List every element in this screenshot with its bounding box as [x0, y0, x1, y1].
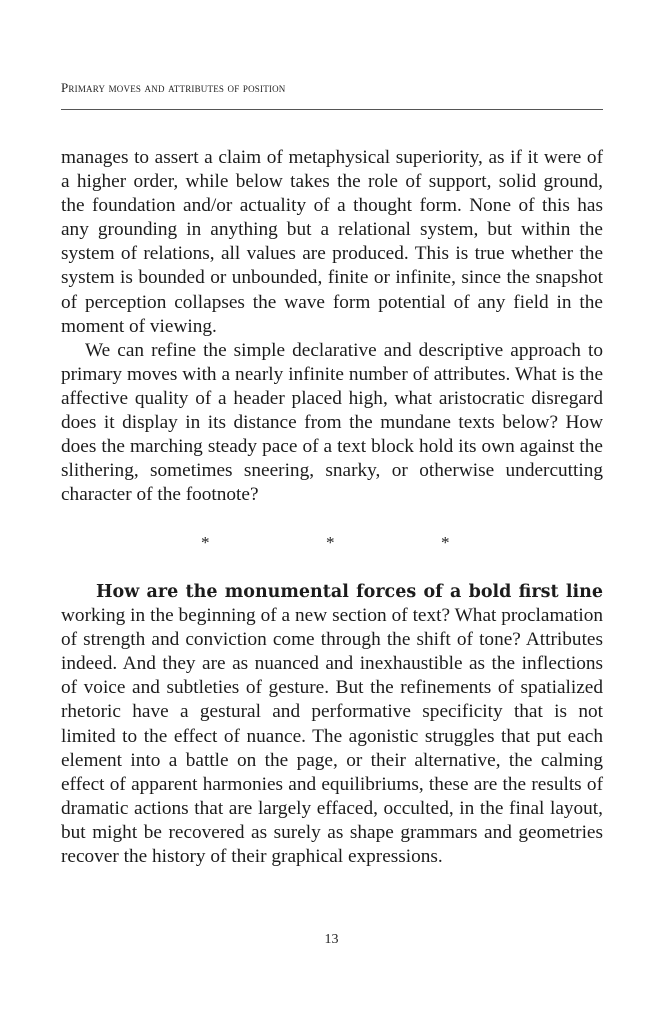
page-number: 13: [324, 932, 339, 947]
paragraph-body: working in the beginning of a new section of text? What proclamation of strength and conviction come through the shift of tone? Attributes indeed. And they are as nuanced and inexhaustible as the inflections of voice and subtleties of gesture. But the refinements of spatialized rhetoric have a gestural and performative specificity that is not limited to the effect of nuance. The agonistic struggles that put each element into a battle on the page, or their alternative, the calming effect of apparent harmonies and equilibriums, these are the results of dramatic actions that are largely effaced, occulted, in the final layout, but might be recovered as surely as shape grammars and geometries recover the history of their graphical expressions.: [61, 605, 603, 868]
section-break-asterisk: *: [201, 533, 210, 552]
bold-first-line: How are the monumental forces of a bold first line: [96, 582, 603, 602]
section-break-asterisk: *: [326, 533, 335, 552]
section-opening-paragraph: [61, 580, 603, 869]
text-block-top: [61, 146, 603, 507]
section-break-asterisk: *: [441, 533, 450, 552]
paragraph-continued: manages to assert a claim of metaphysical superiority, as if it were of a higher order, while below takes the role of support, solid ground, the foundation and/or actuality of a thought form. None of this has any grounding in anything but a relational system, but within the system of relations, all values are produced. This is true whether the system is bounded or unbounded, finite or infinite, since the snapshot of perception collapses the wave form potential of any field in the moment of viewing.: [61, 147, 603, 337]
text-block-section: [61, 580, 603, 869]
running-head: Primary moves and attributes of position: [61, 80, 286, 95]
paragraph: We can refine the simple declarative and descriptive approach to primary moves with a nearly infinite number of attributes. What is the affective quality of a header placed high, what aristocratic disregard does it display in its distance from the mundane texts below? How does the marching steady pace of a text block hold its own against the slithering, sometimes sneering, snarky, or otherwise undercutting character of the footnote?: [61, 339, 603, 506]
header-rule: [61, 109, 603, 110]
